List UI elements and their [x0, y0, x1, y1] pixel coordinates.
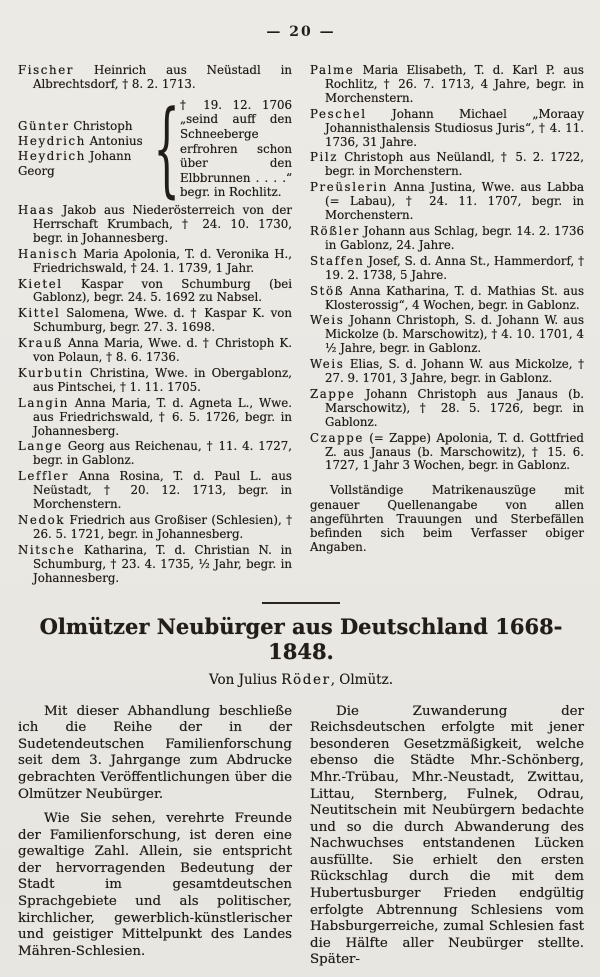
register-entry: [310, 151, 584, 179]
entry-surname: Krauß: [18, 336, 63, 351]
byline-suffix: , Olmütz.: [330, 671, 393, 688]
entry-surname: Haas: [18, 202, 55, 217]
entry-surname: Nitsche: [18, 542, 76, 557]
entry-text: Johann Christoph aus Janaus (b. Marschowitz), † 28. 5. 1726, begr. in Gablonz.: [325, 386, 584, 429]
register-entry: [310, 314, 584, 356]
entry-surname: Kietel: [18, 276, 63, 291]
entry-surname: Peschel: [310, 106, 367, 121]
entry-text: Anna Rosina, T. d. Paul L. aus Neüstadt, † 20. 12. 1713, begr. in Morchenstern.: [33, 469, 292, 512]
register-entry: [310, 108, 584, 150]
entry-text: Anna Maria, Wwe. d. † Christoph K. von Polaun, † 8. 6. 1736.: [33, 336, 292, 365]
brace-name-line: [18, 149, 153, 179]
entry-surname: Leffler: [18, 469, 70, 484]
register-entry: [18, 514, 292, 542]
entry-surname: Zappe: [310, 386, 356, 401]
entry-surname: Weis: [310, 357, 345, 372]
page-number: — 20 —: [266, 24, 336, 40]
entry-text: Heinrich aus Neüstadl in Albrechtsdorf, † 8. 2. 1713.: [33, 63, 292, 91]
register-entry: [310, 255, 584, 283]
article-paragraph: Wie Sie sehen, verehrte Freunde der Familienforschung, ist deren eine gewaltige Zahl. Allein, sie entspricht der hervorragenden Bedeutung der Stadt im gesamtdeutschen Sprachgebiete und als politischer, kirchlicher, gewerblich-künstlerischer und geistiger Mittelpunkt des Landes Mähren-Schlesien.: [18, 811, 292, 959]
register-entry: [18, 397, 292, 439]
brace-column: [153, 87, 180, 208]
curly-brace-icon: {: [153, 87, 180, 208]
register-column-left: [18, 64, 292, 588]
entry-text: Katharina, T. d. Christian N. in Schumburg, † 23. 4. 1735, ½ Jahr, begr. in Johannesberg.: [33, 542, 292, 585]
register-entry: [310, 285, 584, 313]
entry-surname: Pilz: [310, 150, 339, 165]
entry-text: Jakob aus Niederösterreich von der Herrschaft Krumbach, † 24. 10. 1730, begr. in Johannesberg.: [33, 202, 292, 245]
entry-text: Maria Apolonia, T. d. Veronika H., Friedrichswald, † 24. 1. 1739, 1 Jahr.: [33, 246, 292, 275]
register-entry: [310, 225, 584, 253]
entry-text: Christina, Wwe. in Obergablonz, aus Pintschei, † 1. 11. 1705.: [33, 365, 292, 394]
entry-text: Friedrich aus Großiser (Schlesien), † 26. 5. 1721, begr. in Johannesberg.: [33, 513, 292, 541]
brace-entry-names: [18, 98, 153, 200]
byline: [18, 672, 584, 688]
entry-text: Elias, S. d. Johann W. aus Mickolze, † 27. 9. 1701, 3 Jahre, begr. in Gablonz.: [325, 357, 584, 386]
register-entry: [18, 248, 292, 276]
register-entry: [310, 358, 584, 386]
entry-text: Antonius: [85, 133, 143, 148]
entry-surname: Hanisch: [18, 246, 79, 261]
register-entry: [18, 307, 292, 335]
register-entry: [18, 440, 292, 468]
brace-name-line: [18, 134, 153, 149]
entry-surname: Czappe: [310, 430, 364, 445]
register-entry: [310, 388, 584, 430]
register-entry: [18, 470, 292, 512]
byline-prefix: Von Julius: [209, 671, 282, 688]
entry-surname: Preüslerin: [310, 180, 388, 195]
register-entry: [310, 432, 584, 474]
entry-surname: Günter: [18, 118, 70, 133]
entry-surname: Heydrich: [18, 133, 86, 148]
entry-text: Christoph: [69, 118, 133, 133]
brace-name-line: [18, 119, 153, 134]
entry-surname: Weis: [310, 313, 345, 328]
entry-surname: Rößler: [310, 223, 360, 238]
entry-text: Georg aus Reichenau, † 11. 4. 1727, begr. in Gablonz.: [33, 439, 292, 468]
register-entry: [18, 278, 292, 306]
register-entry: [18, 367, 292, 395]
register-column-right: [310, 64, 584, 588]
register-entry: [18, 204, 292, 246]
entry-text: (= Zappe) Apolonia, T. d. Gottfried Z. aus Janaus (b. Marschowitz), † 15. 6. 1727, 1 Jahr 3 Wochen, begr. in Gablonz.: [325, 430, 584, 473]
source-note: Vollständige Matrikenauszüge mit genauer Quellenangabe von allen angeführten Trauungen und Sterbefällen befinden sich beim Verfasser obiger Angaben.: [310, 483, 584, 555]
entry-surname: Palme: [310, 63, 355, 77]
byline-author: Röder: [281, 671, 331, 688]
entry-text: Salomena, Wwe. d. † Kaspar K. von Schumburg, begr. 27. 3. 1698.: [33, 306, 292, 335]
entry-text: Johann Christoph, S. d. Johann W. aus Mickolze (b. Marschowitz), † 4. 10. 1701, 4 ½ Jahre, begr. in Gablonz.: [325, 313, 584, 356]
brace-entry: [18, 87, 292, 208]
entry-surname: Fischer: [18, 63, 75, 77]
register-entry: [18, 337, 292, 365]
entry-text: Kaspar von Schumburg (bei Gablonz), begr. 24. 5. 1692 zu Nabsel.: [33, 276, 292, 305]
entry-text: Johann aus Schlag, begr. 14. 2. 1736 in Gablonz, 24. Jahre.: [325, 223, 584, 252]
article-column-left: [18, 704, 292, 977]
brace-quote-text: † 19. 12. 1706 „seind auff den Schneeberge erfrohren schon über den Elbbrunnen . . . .“ begr. in Rochlitz.: [180, 97, 292, 200]
entry-text: Anna Katharina, T. d. Mathias St. aus Klosterossig“, 4 Wochen, begr. in Gablonz.: [325, 283, 584, 312]
entry-text: Anna Maria, T. d. Agneta L., Wwe. aus Friedrichswald, † 6. 5. 1726, begr. in Johannesberg.: [33, 395, 292, 438]
article-columns: [18, 704, 584, 977]
entry-surname: Heydrich: [18, 148, 86, 163]
entry-text: Christoph aus Neülandl, † 5. 2. 1722, begr. in Morchenstern.: [325, 150, 584, 179]
entry-text: Maria Elisabeth, T. d. Karl P. aus Rochlitz, † 26. 7. 1713, 4 Jahre, begr. in Morchenstern.: [325, 63, 584, 105]
entry-text: Anna Justina, Wwe. aus Labba (= Labau), † 24. 11. 1707, begr. in Morchenstern.: [325, 180, 584, 223]
entry-surname: Lange: [18, 439, 63, 454]
entry-surname: Nedok: [18, 513, 66, 527]
entry-surname: Kurbutin: [18, 365, 84, 380]
entry-surname: Stöß: [310, 283, 345, 298]
entry-surname: Kittel: [18, 306, 61, 321]
article-paragraph: Mit dieser Abhandlung beschließe ich die Reihe der in der Sudetendeutschen Familienforschung seit dem 3. Jahrgange zum Abdrucke gebrachten Veröffentlichungen über die Olmützer Neubürger.: [18, 703, 292, 802]
article-paragraph: Die Zuwanderung der Reichsdeutschen erfolgte mit jener besonderen Gesetzmäßigkeit, welche ebenso die Städte Mhr.-Schönberg, Mhr.-Trübau, Mhr.-Neustadt, Zwittau, Littau, Sternberg, Fulnek, Odrau, Neutitschein mit Neubürgern bedachte und so die durch Abwanderung des Nachwuchses entstandenen Lücken ausfüllte. Sie erhielt den ersten Rückschlag durch die mit dem Hubertusburger Frieden endgültig erfolgte Abtrennung Schlesiens vom Habsburgerreiche, zumal Schlesien fast die Hälfte aller Neubürger stellte. Später-: [310, 703, 584, 968]
register-entry: [310, 181, 584, 223]
section-divider: [262, 602, 340, 604]
register-entry: [310, 64, 584, 106]
register-columns: [18, 64, 584, 588]
article-title: Olmützer Neubürger aus Deutschland 1668-1848.: [39, 613, 563, 664]
article-column-right: [310, 704, 584, 977]
entry-surname: Langin: [18, 395, 69, 410]
entry-text: Johann Michael „Moraay Johannisthalensis Studiosus Juris“, † 4. 11. 1736, 31 Jahre.: [325, 106, 584, 149]
register-entry: [18, 544, 292, 586]
entry-surname: Staffen: [310, 253, 365, 268]
entry-text: Josef, S. d. Anna St., Hammerdorf, † 19. 2. 1738, 5 Jahre.: [325, 253, 584, 282]
entry-text: Johann Georg: [18, 148, 132, 178]
